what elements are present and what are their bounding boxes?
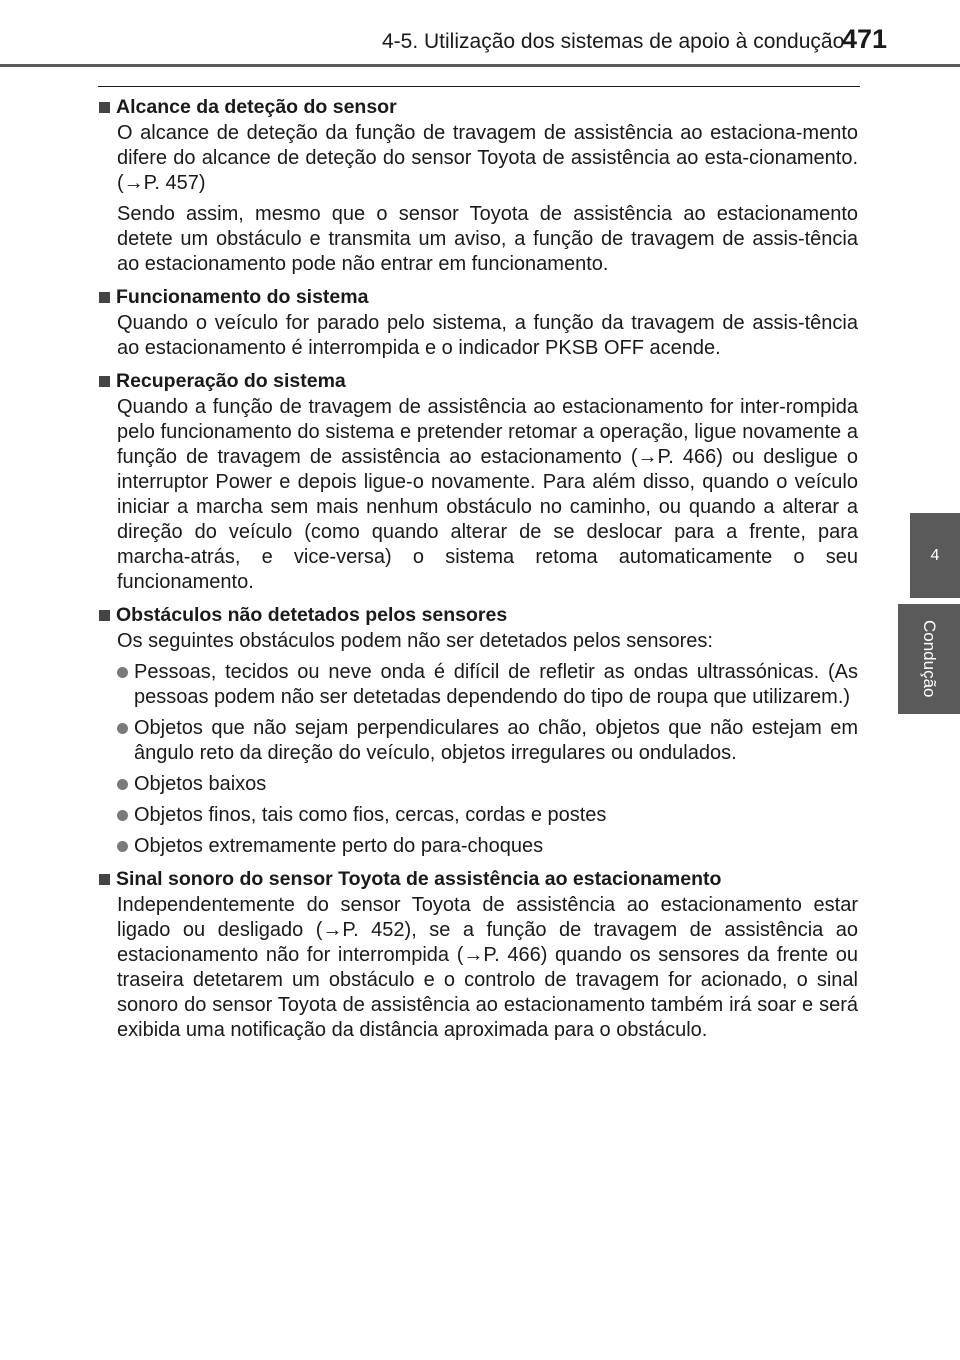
section-undetected-obstacles [98, 603, 858, 859]
content-area [98, 95, 858, 1051]
section-heading [98, 369, 858, 394]
list-item [117, 660, 858, 710]
square-bullet-icon [99, 610, 110, 621]
section-buzzer [98, 867, 858, 1043]
list-item-text: Objetos extremamente perto do para-choques [134, 835, 544, 857]
section-heading [98, 867, 858, 892]
list-item-text: Objetos finos, tais como fios, cercas, cordas e postes [134, 804, 607, 826]
list-item-text: Objetos que não sejam perpendiculares ao chão, objetos que não estejam em ângulo reto da direção do veículo, objetos irregulares ou ondulados. [134, 717, 858, 764]
chapter-label: Condução [920, 620, 939, 698]
paragraph: Os seguintes obstáculos podem não ser detetados pelos sensores: [117, 630, 713, 652]
section-heading [98, 285, 858, 310]
circle-bullet-icon [117, 779, 128, 790]
paragraph: Quando a função de travagem de assistência ao estacionamento for inter-rompida pelo funcionamento do sistema e pretender retomar a operação, ligue novamente a função de travagem de assistência ao estacionamento (→P. 466) ou desligue o interruptor Power e depois ligue-o novamente. Para além disso, quando o veículo iniciar a marcha sem mais nenhum obstáculo no caminho, ou quando a alterar a direção do veículo (como quando alterar de se deslocar para a frente, para marcha-atrás, e vice-versa) o sistema retoma automaticamente o seu funcionamento. [117, 396, 858, 593]
circle-bullet-icon [117, 667, 128, 678]
square-bullet-icon [99, 376, 110, 387]
list-item [117, 716, 858, 766]
square-bullet-icon [99, 102, 110, 113]
section-heading-text: Obstáculos não detetados pelos sensores [116, 604, 508, 626]
square-bullet-icon [99, 874, 110, 885]
list-item [117, 834, 858, 859]
paragraph: O alcance de deteção da função de travagem de assistência ao estaciona-mento difere do alcance de deteção do sensor Toyota de assistência ao esta-cionamento. (→P. 457) [117, 122, 858, 194]
section-heading-text: Recuperação do sistema [116, 370, 346, 392]
content-rule [98, 86, 860, 87]
paragraph: Sendo assim, mesmo que o sensor Toyota de assistência ao estacionamento detete um obstáculo e transmita um aviso, a função de travagem de assis-tência ao estacionamento pode não entrar em funcionamento. [117, 203, 858, 275]
header-rule [0, 64, 960, 67]
circle-bullet-icon [117, 810, 128, 821]
list-item [117, 803, 858, 828]
section-system-recovery [98, 369, 858, 595]
paragraph: Quando o veículo for parado pelo sistema, a função da travagem de assis-tência ao estacionamento é interrompida e o indicador PKSB OFF acende. [117, 312, 858, 359]
section-heading-text: Alcance da deteção do sensor [116, 96, 397, 118]
circle-bullet-icon [117, 841, 128, 852]
section-heading-text: Sinal sonoro do sensor Toyota de assistência ao estacionamento [116, 868, 722, 890]
section-heading [98, 603, 858, 628]
circle-bullet-icon [117, 723, 128, 734]
section-system-operation [98, 285, 858, 361]
section-heading-text: Funcionamento do sistema [116, 286, 369, 308]
square-bullet-icon [99, 292, 110, 303]
section-sensor-range [98, 95, 858, 277]
page-number: 471 [842, 24, 888, 54]
header-title: 4-5. Utilização dos sistemas de apoio à condução [382, 30, 845, 53]
chapter-number-tab: 4 [910, 513, 960, 598]
chapter-label-tab [898, 604, 960, 714]
list-item [117, 772, 858, 797]
section-heading [98, 95, 858, 120]
list-item-text: Pessoas, tecidos ou neve onda é difícil de refletir as ondas ultrassónicas. (As pessoas podem não ser detetadas dependendo do tipo de roupa que utilizarem.) [134, 661, 858, 708]
paragraph: Independentemente do sensor Toyota de assistência ao estacionamento estar ligado ou desligado (→P. 452), se a função de travagem de assistência ao estacionamento não for interrompida (→P. 466) quando os sensores da frente ou traseira detetarem um obstáculo e o controlo de travagem for acionado, o sinal sonoro do sensor Toyota de assistência ao estacionamento também irá soar e será exibida uma notificação da distância aproximada para o obstáculo. [117, 894, 858, 1041]
list-item-text: Objetos baixos [134, 773, 267, 795]
